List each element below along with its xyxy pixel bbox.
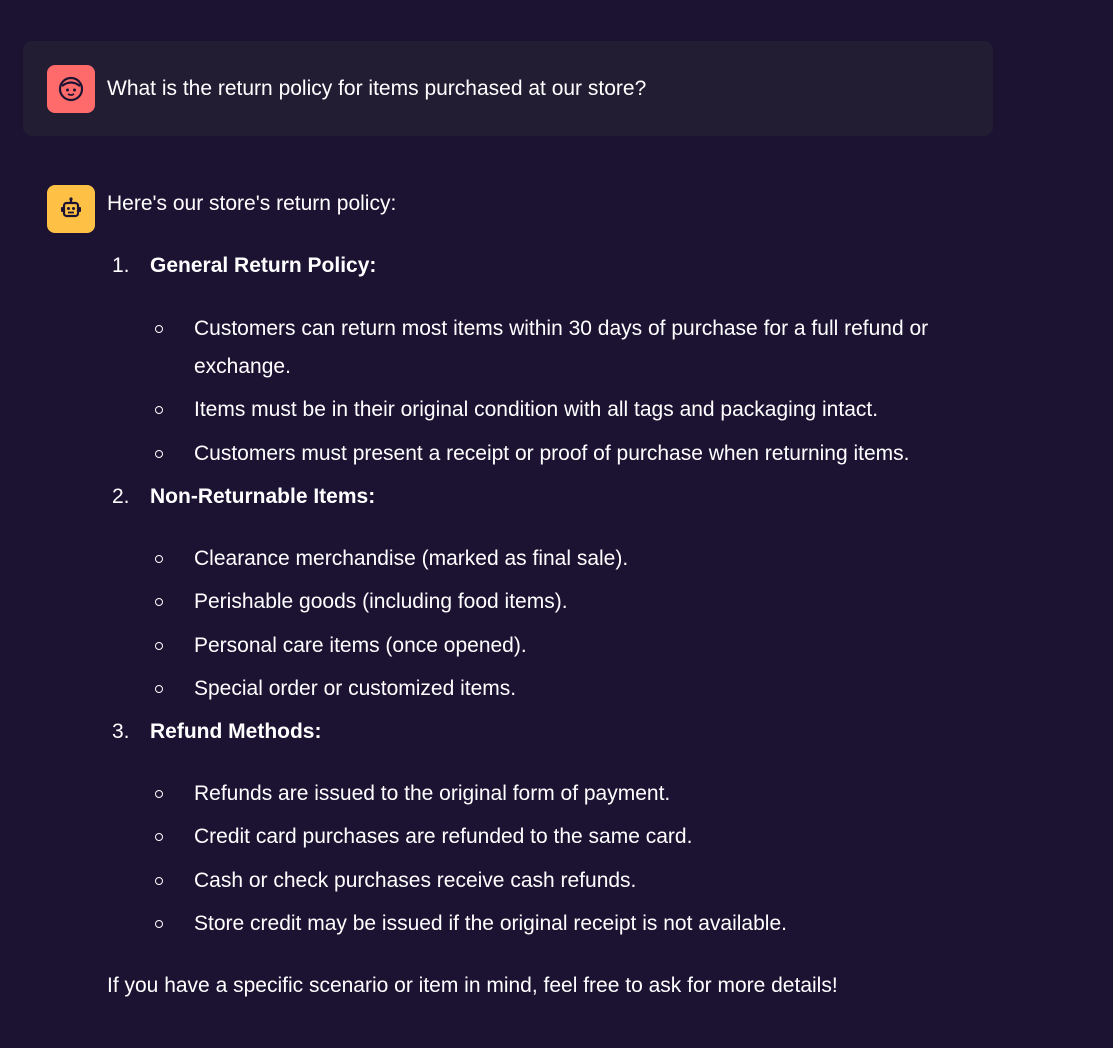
- list-item-text: Clearance merchandise (marked as final sale).: [194, 547, 629, 570]
- bullet-icon: [155, 833, 163, 841]
- bullet-icon: [155, 685, 163, 693]
- section-heading: Non-Returnable Items:: [150, 485, 376, 508]
- assistant-intro: Here's our store's return policy:: [107, 192, 397, 215]
- robot-icon: [47, 185, 95, 233]
- user-message: [23, 41, 993, 136]
- bullet-icon: [155, 920, 163, 928]
- list-item-text: Refunds are issued to the original form of payment.: [194, 782, 671, 805]
- user-message-text: What is the return policy for items purchased at our store?: [107, 77, 647, 100]
- assistant-closing: If you have a specific scenario or item in mind, feel free to ask for more details!: [107, 974, 838, 997]
- bullet-icon: [155, 325, 163, 333]
- list-item-text: Perishable goods (including food items).: [194, 590, 568, 613]
- list-item-text: Customers can return most items within 30 days of purchase for a full refund or exchange.: [194, 317, 929, 378]
- bullet-icon: [155, 877, 163, 885]
- section-heading: General Return Policy:: [150, 254, 377, 277]
- section-number: 3.: [112, 720, 130, 743]
- bullet-icon: [155, 598, 163, 606]
- section-heading: Refund Methods:: [150, 720, 322, 743]
- section-number: 1.: [112, 254, 130, 277]
- list-item-text: Store credit may be issued if the original receipt is not available.: [194, 912, 787, 935]
- list-item-text: Personal care items (once opened).: [194, 634, 527, 657]
- bullet-icon: [155, 790, 163, 798]
- bullet-icon: [155, 642, 163, 650]
- list-item-text: Cash or check purchases receive cash refunds.: [194, 869, 637, 892]
- bullet-icon: [155, 450, 163, 458]
- list-item-text: Items must be in their original condition with all tags and packaging intact.: [194, 398, 879, 421]
- bullet-icon: [155, 555, 163, 563]
- bullet-icon: [155, 406, 163, 414]
- list-item-text: Special order or customized items.: [194, 677, 517, 700]
- list-item-text: Credit card purchases are refunded to the same card.: [194, 825, 693, 848]
- list-item-text: Customers must present a receipt or proof of purchase when returning items.: [194, 442, 910, 465]
- user-face-icon: [47, 65, 95, 113]
- section-number: 2.: [112, 485, 130, 508]
